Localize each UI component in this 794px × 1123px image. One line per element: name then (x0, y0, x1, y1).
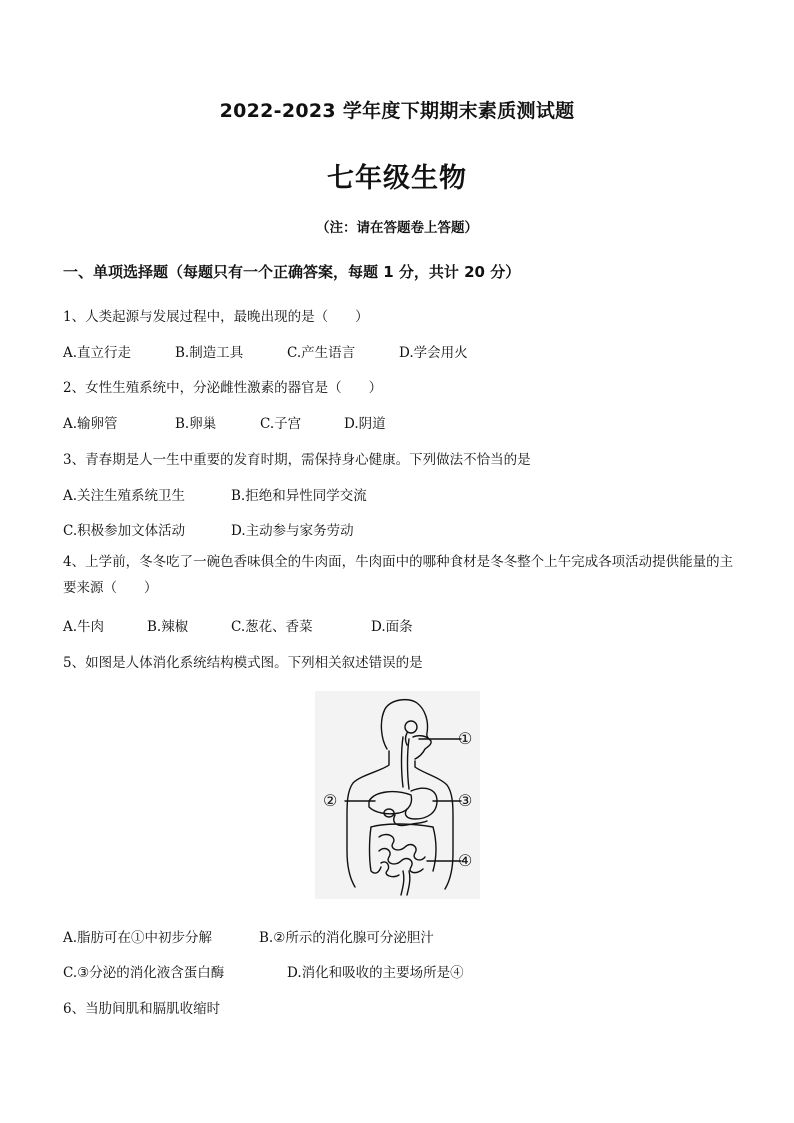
question-2-option-c: C.子宫 (260, 416, 302, 432)
question-3-option-d: D.主动参与家务劳动 (231, 523, 354, 539)
digestive-system-diagram (315, 691, 480, 899)
question-1-option-d: D.学会用火 (399, 345, 468, 361)
question-2-option-d: D.阴道 (344, 416, 386, 432)
question-3-option-c: C.积极参加文体活动 (63, 523, 186, 539)
question-5-option-d: D.消化和吸收的主要场所是④ (287, 965, 464, 981)
question-2-option-b: B.卵巢 (175, 416, 217, 432)
question-1-option-a: A.直立行走 (63, 345, 132, 361)
figure-label-2: ② (323, 791, 338, 810)
question-2-stem: 2、女性生殖系统中，分泌雌性激素的器官是（ ） (63, 380, 383, 396)
question-5-option-c: C.③分泌的消化液含蛋白酶 (63, 965, 225, 981)
question-4-option-d: D.面条 (371, 619, 413, 635)
question-4-option-c: C.葱花、香菜 (231, 619, 313, 635)
question-3-stem: 3、青春期是人一生中重要的发育时期，需保持身心健康。下列做法不恰当的是 (63, 452, 531, 468)
question-5-stem: 5、如图是人体消化系统结构模式图。下列相关叙述错误的是 (63, 655, 423, 671)
digestive-system-figure (315, 691, 480, 899)
section-heading: 一、单项选择题（每题只有一个正确答案，每题 1 分，共计 20 分） (63, 263, 521, 281)
question-2-option-a: A.输卵管 (63, 416, 118, 432)
question-4-stem: 4、上学前，冬冬吃了一碗色香味俱全的牛肉面，牛肉面中的哪种食材是冬冬整个上午完成各项活动提供能量的主要来源（ ） (63, 554, 734, 596)
question-3-option-b: B.拒绝和异性同学交流 (231, 488, 367, 504)
question-4-option-b: B.辣椒 (147, 619, 189, 635)
question-5-option-b: B.②所示的消化腺可分泌胆汁 (259, 930, 434, 946)
question-6-stem: 6、当肋间肌和膈肌收缩时 (63, 1001, 221, 1017)
question-1-option-b: B.制造工具 (175, 345, 244, 361)
answer-note: （注：请在答题卷上答题） (316, 220, 478, 236)
figure-label-3: ③ (458, 791, 473, 810)
question-4-option-a: A.牛肉 (63, 619, 105, 635)
exam-title: 2022-2023 学年度下期期末素质测试题 (219, 100, 575, 122)
question-5-option-a: A.脂肪可在①中初步分解 (63, 930, 213, 946)
figure-label-1: ① (458, 729, 473, 748)
subject-title: 七年级生物 (327, 163, 467, 194)
figure-label-4: ④ (458, 851, 473, 870)
question-3-option-a: A.关注生殖系统卫生 (63, 488, 186, 504)
question-1-option-c: C.产生语言 (287, 345, 356, 361)
question-1-stem: 1、人类起源与发展过程中，最晚出现的是（ ） (63, 309, 369, 325)
